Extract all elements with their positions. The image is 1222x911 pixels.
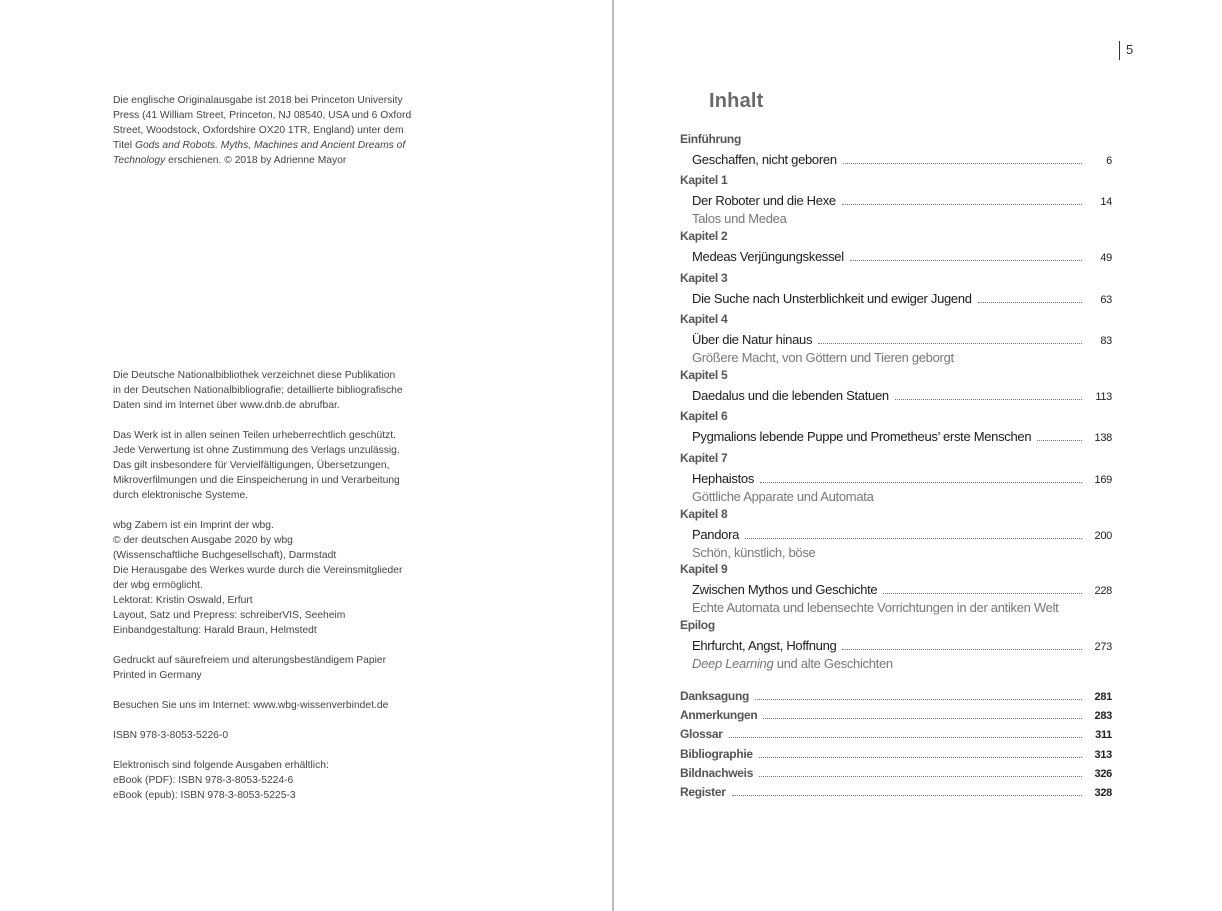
toc-appendix-title: Bildnachweis xyxy=(680,765,754,780)
imprint-line xyxy=(113,153,433,168)
imprint-original-title-cont: Technology xyxy=(113,155,166,166)
toc-title: Inhalt xyxy=(709,90,764,112)
imprint-line: Lektorat: Kristin Oswald, Erfurt xyxy=(113,595,253,606)
toc-entry[interactable] xyxy=(692,249,1112,264)
toc-entry-page: 83 xyxy=(1100,335,1112,347)
imprint-original-title: Gods and Robots. Myths, Machines and Ancient Dreams of xyxy=(134,140,406,151)
toc-section-heading: Einführung xyxy=(680,132,741,146)
dot-leader xyxy=(755,699,1082,700)
toc-appendix-page: 313 xyxy=(1094,748,1112,761)
imprint-line: Jede Verwertung ist ohne Zustimmung des Verlags unzulässig. xyxy=(113,445,400,456)
toc-entry-page: 113 xyxy=(1095,391,1112,403)
dot-leader xyxy=(759,776,1082,777)
toc-appendix-title: Danksagung xyxy=(680,689,750,703)
dot-leader xyxy=(978,302,1082,303)
toc-appendix-title: Register xyxy=(680,785,726,799)
toc-entry[interactable] xyxy=(692,638,1112,653)
imprint-line: Printed in Germany xyxy=(113,670,202,681)
toc-entry-page: 273 xyxy=(1094,641,1112,653)
dot-leader xyxy=(842,649,1082,650)
imprint-line: der wbg ermöglicht. xyxy=(113,580,203,591)
toc-section-heading: Epilog xyxy=(680,618,715,632)
toc-entry-title: Der Roboter und die Hexe xyxy=(692,193,836,208)
toc-entry-title: Zwischen Mythos und Geschichte xyxy=(692,582,878,597)
imprint-line: durch elektronische Systeme. xyxy=(113,490,249,501)
toc-entry-page: 228 xyxy=(1094,585,1112,597)
imprint-line: Das gilt insbesondere für Vervielfältigungen, Übersetzungen, xyxy=(113,460,390,471)
toc-entry-title: Die Suche nach Unsterblichkeit und ewiger Jugend xyxy=(692,291,972,306)
toc-appendix-page: 281 xyxy=(1094,691,1112,703)
toc-section-heading: Kapitel 9 xyxy=(680,562,728,576)
toc-entry-title: Pandora xyxy=(692,527,740,542)
imprint-line: Besuchen Sie uns im Internet: www.wbg-wissenverbindet.de xyxy=(113,700,389,711)
imprint-line: (Wissenschaftliche Buchgesellschaft), Darmstadt xyxy=(113,550,337,561)
toc-entry-page: 6 xyxy=(1106,155,1112,167)
imprint-spacer xyxy=(113,503,433,518)
imprint-line: eBook (epub): ISBN 978-3-8053-5225-3 xyxy=(113,790,296,801)
imprint-spacer xyxy=(113,638,433,653)
imprint-line: wbg Zabern ist ein Imprint der wbg. xyxy=(113,520,274,531)
imprint-spacer xyxy=(113,683,433,698)
dot-leader xyxy=(760,482,1082,483)
imprint-line: eBook (PDF): ISBN 978-3-8053-5224-6 xyxy=(113,775,294,786)
toc-appendix-entry[interactable] xyxy=(680,727,1112,741)
toc-section-heading: Kapitel 7 xyxy=(680,451,728,465)
toc-section-heading: Kapitel 3 xyxy=(680,271,728,285)
toc-entry-page: 169 xyxy=(1094,474,1112,486)
imprint-line: Gedruckt auf säurefreiem und alterungsbeständigem Papier xyxy=(113,655,387,666)
toc-entry[interactable] xyxy=(692,582,1112,597)
page-number: 5 xyxy=(1126,42,1134,57)
imprint-line: Die Deutsche Nationalbibliothek verzeichnet diese Publikation xyxy=(113,370,396,381)
toc-entry-subtitle: Göttliche Apparate und Automata xyxy=(692,489,874,504)
dot-leader xyxy=(763,718,1082,719)
imprint-line: © der deutschen Ausgabe 2020 by wbg xyxy=(113,535,293,546)
dot-leader xyxy=(1037,440,1082,441)
imprint-line: Das Werk ist in allen seinen Teilen urheberrechtlich geschützt. xyxy=(113,430,396,441)
imprint-line: Elektronisch sind folgende Ausgaben erhältlich: xyxy=(113,760,329,771)
toc-entry-page: 200 xyxy=(1094,530,1112,542)
dot-leader xyxy=(759,757,1082,758)
dot-leader xyxy=(843,163,1082,164)
toc-appendix-page: 328 xyxy=(1094,787,1112,799)
toc-section-heading: Kapitel 1 xyxy=(680,173,728,187)
imprint-details xyxy=(113,368,433,803)
toc-entry-title: Ehrfurcht, Angst, Hoffnung xyxy=(692,638,837,653)
toc-entry[interactable] xyxy=(692,152,1112,167)
toc-entry-subtitle: Schön, künstlich, böse xyxy=(692,545,816,560)
toc-appendix-entry[interactable] xyxy=(680,785,1112,799)
toc-appendix-title: Bibliographie xyxy=(680,746,753,761)
toc-section-heading: Kapitel 4 xyxy=(680,312,728,326)
toc-appendix-title: Anmerkungen xyxy=(680,708,758,723)
imprint-spacer xyxy=(113,413,433,428)
imprint-copyright: erschienen. © 2018 by Adrienne Mayor xyxy=(165,155,347,166)
imprint-original-edition xyxy=(113,93,433,168)
toc-appendix-entry[interactable] xyxy=(680,766,1112,780)
imprint-line: Street, Woodstock, Oxfordshire OX20 1TR, England) unter dem xyxy=(113,125,404,136)
toc-entry[interactable] xyxy=(692,388,1112,403)
toc-entry-title: Medeas Verjüngungskessel xyxy=(692,249,844,264)
toc-entry-title: Über die Natur hinaus xyxy=(692,332,813,347)
imprint-line: in der Deutschen Nationalbibliografie; detaillierte bibliografische xyxy=(113,385,403,396)
toc-entry-title: Hephaistos xyxy=(692,471,755,486)
toc-entry-title: Geschaffen, nicht geboren xyxy=(692,152,837,167)
toc-appendix-page: 311 xyxy=(1095,729,1112,742)
imprint-line xyxy=(113,138,433,153)
toc-section-heading: Kapitel 2 xyxy=(680,229,728,243)
imprint-spacer xyxy=(113,743,433,758)
dot-leader xyxy=(732,795,1082,796)
imprint-line: Die englische Originalausgabe ist 2018 bei Princeton University xyxy=(113,95,403,106)
imprint-title-prefix: Titel xyxy=(113,140,135,151)
toc-subtitle-italic: Deep Learning xyxy=(692,656,774,671)
imprint-line: ISBN 978-3-8053-5226-0 xyxy=(113,730,229,741)
toc-appendix-entry[interactable] xyxy=(680,747,1112,761)
toc-entry-subtitle: Talos und Medea xyxy=(692,211,787,226)
toc-entry-page: 49 xyxy=(1100,252,1112,264)
toc-appendix-page: 283 xyxy=(1094,710,1112,723)
toc-section-heading: Kapitel 6 xyxy=(680,409,728,423)
toc-appendix-title: Glossar xyxy=(680,727,723,742)
toc-entry-title: Daedalus und die lebenden Statuen xyxy=(692,388,889,403)
imprint-line: Press (41 William Street, Princeton, NJ 08540, USA und 6 Oxford xyxy=(113,110,412,121)
toc-entry-subtitle: Größere Macht, von Göttern und Tieren geborgt xyxy=(692,350,954,365)
page-number-rule xyxy=(1119,41,1120,60)
toc-appendix-entry[interactable] xyxy=(680,689,1112,703)
toc-entry[interactable] xyxy=(692,471,1112,486)
dot-leader xyxy=(850,260,1082,261)
toc-subtitle-rest: und alte Geschichten xyxy=(773,656,893,671)
toc-section-heading: Kapitel 8 xyxy=(680,507,728,521)
dot-leader xyxy=(818,343,1082,344)
toc-entry-subtitle xyxy=(692,656,893,671)
toc-entry-title: Pygmalions lebende Puppe und Prometheus’ erste Menschen xyxy=(692,429,1032,444)
toc-entry-subtitle: Echte Automata und lebensechte Vorrichtungen in der antiken Welt xyxy=(692,600,1059,615)
toc-entry[interactable] xyxy=(692,332,1112,347)
imprint-line: Daten sind im Internet über www.dnb.de abrufbar. xyxy=(113,400,340,411)
toc-section-heading: Kapitel 5 xyxy=(680,368,728,382)
toc-entry[interactable] xyxy=(692,291,1112,306)
dot-leader xyxy=(745,538,1082,539)
toc-entry-page: 14 xyxy=(1100,196,1112,208)
toc-appendix-page: 326 xyxy=(1094,767,1112,780)
imprint-spacer xyxy=(113,713,433,728)
toc-entry[interactable] xyxy=(692,193,1112,208)
dot-leader xyxy=(895,399,1082,400)
imprint-line: Einbandgestaltung: Harald Braun, Helmstedt xyxy=(113,625,317,636)
toc-entry[interactable] xyxy=(692,527,1112,542)
dot-leader xyxy=(883,593,1082,594)
dot-leader xyxy=(842,204,1082,205)
toc-entry[interactable] xyxy=(692,429,1112,444)
imprint-line: Layout, Satz und Prepress: schreiberVIS, Seeheim xyxy=(113,610,346,621)
dot-leader xyxy=(729,737,1082,738)
imprint-line: Die Herausgabe des Werkes wurde durch die Vereinsmitglieder xyxy=(113,565,403,576)
toc-entry-page: 138 xyxy=(1094,432,1112,444)
imprint-line: Mikroverfilmungen und die Einspeicherung in und Verarbeitung xyxy=(113,475,400,486)
toc-entry-page: 63 xyxy=(1100,294,1112,306)
toc-appendix-entry[interactable] xyxy=(680,708,1112,722)
